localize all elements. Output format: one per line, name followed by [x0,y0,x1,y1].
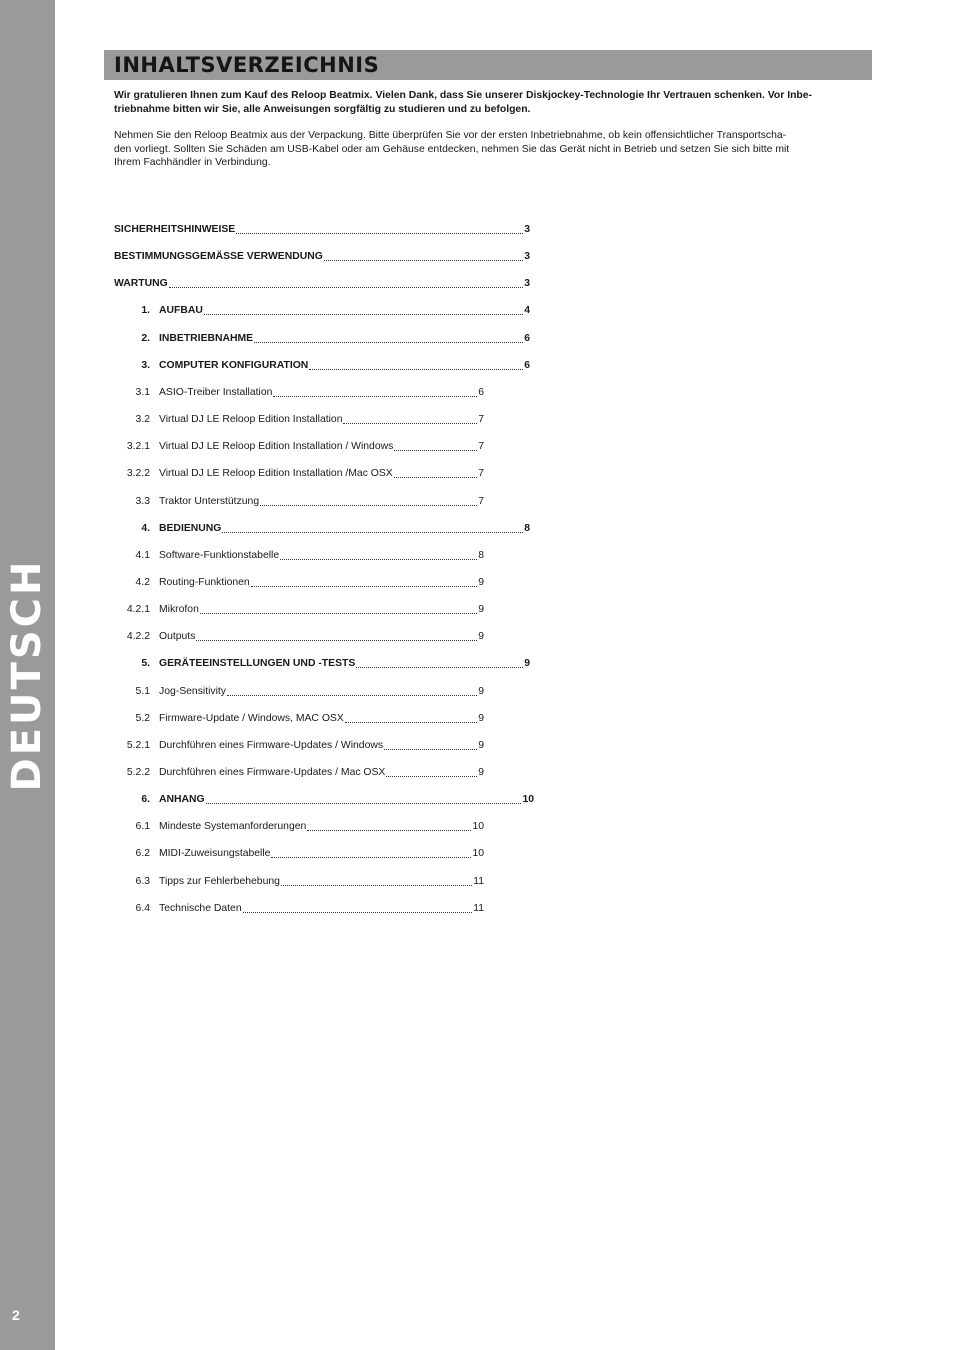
toc-entry[interactable] [114,820,484,834]
toc-entry-page: 11 [473,875,484,887]
toc-entry-page: 6 [478,386,484,398]
toc-entry-number: 2. [141,332,150,344]
toc-leader-dots [271,856,471,858]
toc-leader-dots [206,802,522,804]
toc-leader-dots [200,612,477,614]
toc-entry-page: 3 [524,224,530,235]
toc-leader-dots [260,504,477,506]
toc-entry-title: Virtual DJ LE Reloop Edition Installation [159,414,343,426]
toc-entry-page: 9 [478,712,484,724]
toc-entry-page: 7 [478,468,484,480]
toc-entry-number: 6.1 [135,821,150,833]
toc-entry-page: 7 [478,414,484,426]
toc-entry-number: 3. [141,359,150,371]
toc-entry-page: 10 [472,848,484,860]
language-label: DEUTSCH [4,558,50,792]
toc-entry-title: MIDI-Zuweisungstabelle [159,848,271,860]
toc-entry-number: 4.2.1 [126,604,150,616]
intro-bold-text [114,89,866,116]
toc-entry-number: 5.1 [135,685,150,697]
toc-entry-number: 5.2 [135,712,150,724]
toc-entry[interactable] [114,250,530,264]
toc-entry-title: Firmware-Update / Windows, MAC OSX [159,712,344,724]
toc-leader-dots [280,558,477,560]
toc-entry[interactable] [114,875,484,889]
toc-entry-number: 3.2.1 [126,441,150,453]
toc-leader-dots [384,748,477,750]
toc-leader-dots [251,585,478,587]
toc-entry[interactable] [114,657,530,671]
intro-bold-line: Wir gratulieren Ihnen zum Kauf des Reloop Beatmix. Vielen Dank, dass Sie unserer Diskjockey-Technologie Ihr Vertrauen schenken. Vor Inbe- [114,90,813,101]
toc-entry-title: Mikrofon [159,604,199,616]
intro-paragraph-line: Nehmen Sie den Reloop Beatmix aus der Verpackung. Bitte überprüfen Sie vor der ersten Inbetriebnahme, ob kein offensichtlicher Transportscha- [114,130,787,141]
toc-entry-number: 4.2.2 [126,631,150,643]
toc-leader-dots [309,368,523,370]
toc-leader-dots [394,476,478,478]
toc-entry-page: 11 [473,902,484,914]
toc-entry[interactable] [114,549,484,563]
toc-leader-dots [169,286,524,288]
toc-entry-title: Virtual DJ LE Reloop Edition Installation /Mac OSX [159,468,393,480]
toc-entry-title: Software-Funktionstabelle [159,549,280,561]
toc-leader-dots [394,449,477,451]
toc-entry-number: 6. [141,794,150,806]
toc-entry-title: Outputs [159,631,196,643]
intro-paragraph [114,129,866,170]
toc-entry[interactable] [114,685,484,699]
toc-entry-page: 9 [478,631,484,643]
toc-entry[interactable] [114,413,484,427]
toc-entry-page: 8 [478,549,484,561]
toc-entry[interactable] [114,359,530,373]
toc-entry-title: BESTIMMUNGSGEMÄSSE VERWENDUNG [114,251,323,263]
toc-entry[interactable] [114,603,484,617]
toc-entry-page: 10 [522,794,534,806]
toc-entry-number: 3.2.2 [126,468,150,480]
toc-leader-dots [254,341,523,343]
toc-entry-number: 1. [141,305,150,317]
toc-entry-page: 8 [524,522,530,534]
toc-entry-title: Virtual DJ LE Reloop Edition Installation / Windows [159,441,394,453]
toc-entry-number: 4.1 [135,549,150,561]
toc-entry-page: 9 [478,739,484,751]
toc-entry[interactable] [114,712,484,726]
toc-entry[interactable] [114,223,530,237]
toc-leader-dots [281,884,472,886]
toc-entry-page: 9 [478,604,484,616]
toc-entry-page: 9 [478,767,484,778]
toc-entry-title: Routing-Funktionen [159,576,250,588]
toc-entry[interactable] [114,522,530,536]
toc-entry-page: 9 [524,658,530,670]
toc-leader-dots [324,259,523,261]
toc-entry-number: 6.2 [135,848,150,860]
intro-bold-line: triebnahme bitten wir Sie, alle Anweisungen sorgfältig zu studieren und zu befolgen. [114,103,531,115]
toc-entry-number: 4. [141,522,150,534]
toc-leader-dots [236,232,523,234]
toc-entry[interactable] [114,440,484,454]
toc-entry[interactable] [114,304,530,318]
side-tab [0,0,55,1350]
intro-paragraph-line: Ihrem Fachhändler in Verbindung. [114,157,271,169]
toc-leader-dots [222,531,523,533]
toc-entry[interactable] [114,630,484,644]
toc-entry-title: INBETRIEBNAHME [159,332,254,344]
page-title: INHALTSVERZEICHNIS [114,53,380,77]
toc-entry[interactable] [114,766,484,780]
toc-entry-title: ASIO-Treiber Installation [159,386,273,398]
toc-entry-title: Jog-Sensitivity [159,685,226,697]
toc-entry[interactable] [114,576,484,590]
toc-leader-dots [204,313,523,315]
toc-entry-title: BEDIENUNG [159,522,222,534]
toc-entry-title: ANHANG [159,794,205,806]
toc-leader-dots [227,694,477,696]
toc-entry[interactable] [114,739,484,753]
toc-entry-page: 4 [524,305,530,317]
toc-entry[interactable] [114,793,534,807]
toc-leader-dots [386,775,477,777]
toc-entry-number: 3.2 [135,414,150,426]
toc-leader-dots [343,422,477,424]
toc-entry-title: Tipps zur Fehlerbehebung [159,875,280,887]
toc-entry[interactable] [114,386,484,400]
toc-entry-number: 3.3 [135,495,150,507]
toc-entry-title: Traktor Unterstützung [159,495,260,507]
toc-entry-page: 6 [524,332,530,344]
toc-entry[interactable] [114,902,484,916]
toc-entry-title: WARTUNG [114,278,168,290]
toc-entry-title: Technische Daten [159,902,242,914]
toc-entry-page: 7 [478,441,484,453]
toc-entry-title: Durchführen eines Firmware-Updates / Mac OSX [159,767,386,778]
toc-leader-dots [345,721,477,723]
toc-entry-title: COMPUTER KONFIGURATION [159,359,309,371]
toc-leader-dots [243,911,473,913]
toc-entry-title: AUFBAU [159,305,203,317]
toc-leader-dots [307,829,471,831]
toc-entry[interactable] [114,847,484,861]
toc-entry-title: SICHERHEITSHINWEISE [114,224,236,235]
toc-leader-dots [273,395,477,397]
toc-entry-page: 7 [478,495,484,507]
toc-entry[interactable] [114,332,530,346]
toc-entry-page: 10 [472,821,484,833]
toc-entry-page: 3 [524,251,530,263]
toc-entry-number: 5. [141,658,150,670]
toc-entry-number: 6.3 [135,875,150,887]
toc-entry-page: 3 [524,278,530,290]
toc-entry-number: 5.2.1 [126,739,150,751]
heading-bar [104,50,872,80]
toc-entry-number: 3.1 [135,386,150,398]
toc-entry-page: 6 [524,359,530,371]
page-number: 2 [12,1307,20,1323]
toc-entry-number: 4.2 [135,576,150,588]
toc-entry-title: Durchführen eines Firmware-Updates / Windows [159,739,384,751]
toc-entry-title: GERÄTEEINSTELLUNGEN UND -TESTS [159,658,356,670]
intro-paragraph-line: den vorliegt. Sollten Sie Schäden am USB-Kabel oder am Gehäuse entdecken, nehmen Sie das Gerät nicht in Betrieb und setzen Sie sich bitte mit [114,143,790,155]
toc-entry[interactable] [114,277,530,291]
toc-entry-title: Mindeste Systemanforderungen [159,821,307,833]
toc-entry[interactable] [114,467,484,481]
toc-entry[interactable] [114,495,484,509]
toc-entry-number: 5.2.2 [126,767,150,778]
toc-entry-page: 9 [478,685,484,697]
toc-entry-number: 6.4 [135,902,150,914]
toc-entry-page: 9 [478,576,484,588]
toc-leader-dots [356,666,523,668]
toc-leader-dots [196,639,477,641]
